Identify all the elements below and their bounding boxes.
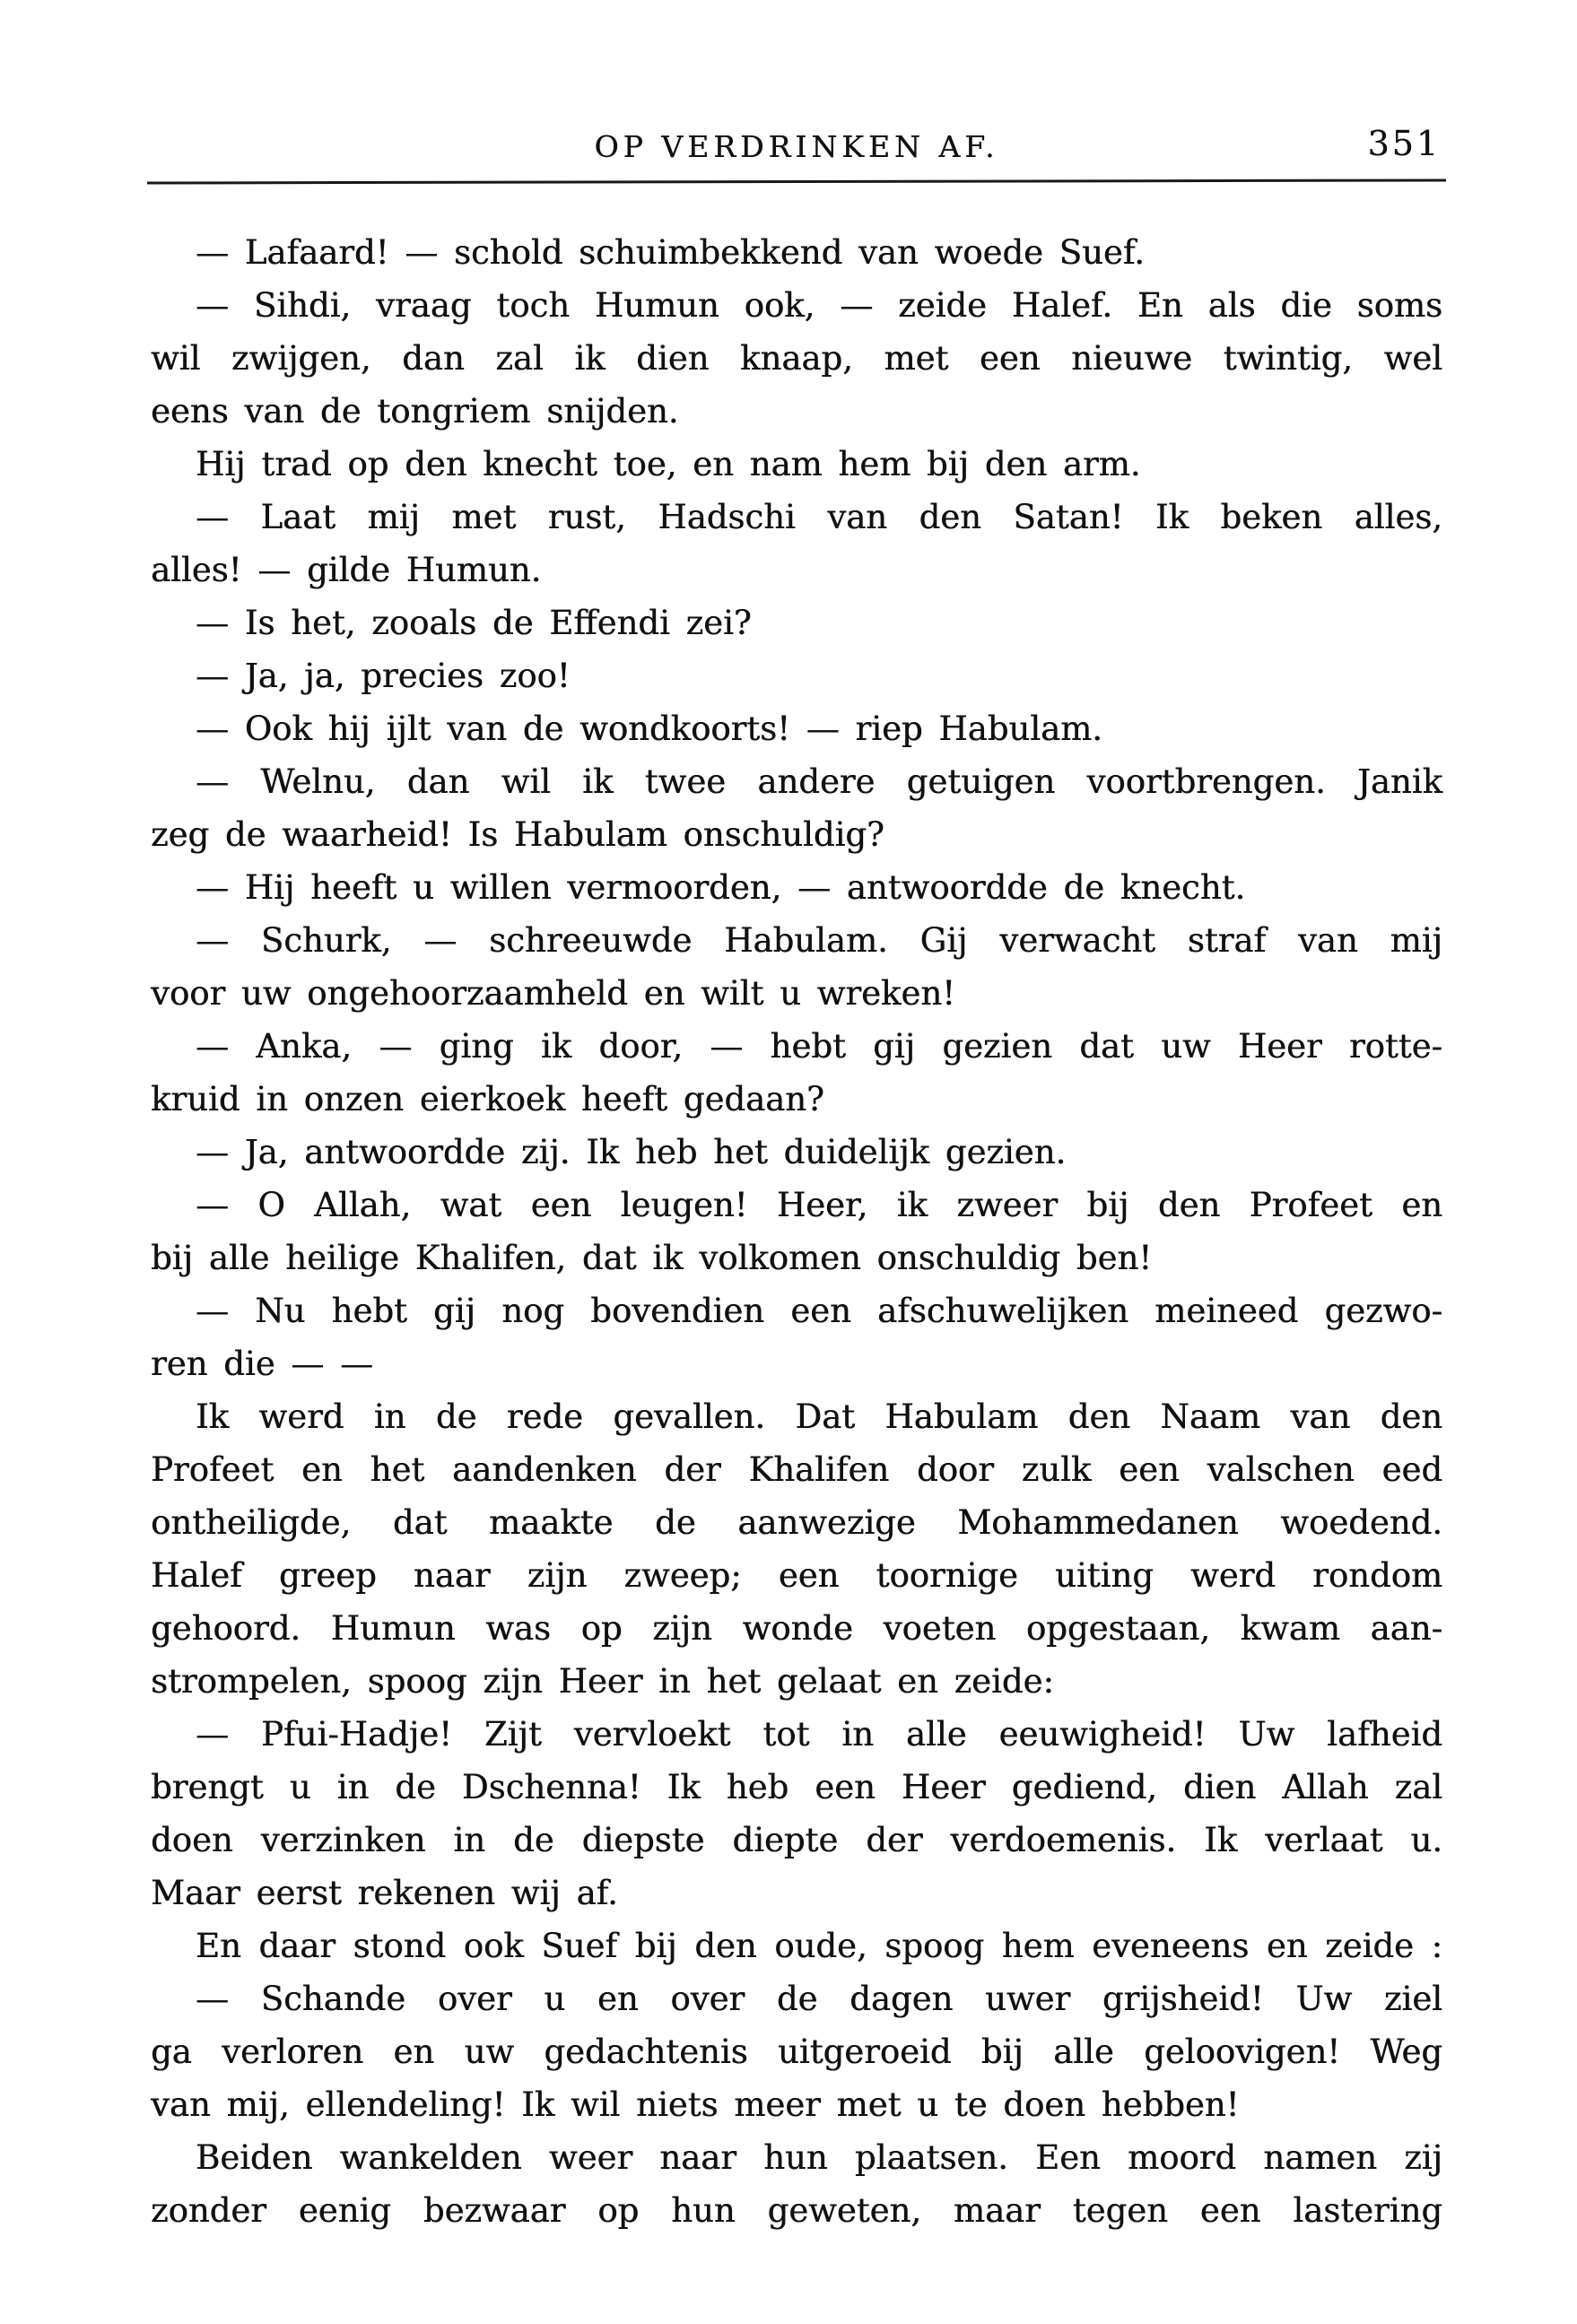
text-line: — Sihdi, vraag toch Humun ook, — zeide Halef. En als die soms: [196, 286, 1442, 325]
text-line: wil zwijgen, dan zal ik dien knaap, met een nieuwe twintig, wel: [151, 339, 1442, 378]
text-line: — Anka, — ging ik door, — hebt gij gezien dat uw Heer rotte-: [196, 1027, 1442, 1066]
text-line: kruid in onzen eierkoek heeft gedaan?: [151, 1080, 824, 1118]
text-line: voor uw ongehoorzaamheld en wilt u wreken!: [151, 974, 955, 1013]
text-line: — Welnu, dan wil ik twee andere getuigen voortbrengen. Janik: [196, 762, 1442, 801]
page-number: 351: [1367, 124, 1441, 163]
text-line: — Ja, ja, precies zoo!: [196, 657, 571, 695]
text-line: eens van de tongriem snijden.: [151, 392, 679, 431]
page-header: [151, 124, 1442, 170]
running-title: OP VERDRINKEN AF.: [594, 129, 999, 164]
text-line: bij alle heilige Khalifen, dat ik volkomen onschuldig ben!: [151, 1239, 1153, 1277]
text-line: — Hij heeft u willen vermoorden, — antwoordde de knecht.: [196, 868, 1246, 907]
text-line: brengt u in de Dschenna! Ik heb een Heer gediend, dien Allah zal: [151, 1768, 1442, 1806]
text-line: ga verloren en uw gedachtenis uitgeroeid bij alle geloovigen! Weg: [151, 2032, 1442, 2071]
body-text-block: [151, 226, 1442, 2237]
text-line: zeg de waarheid! Is Habulam onschuldig?: [151, 815, 884, 854]
text-line: strompelen, spoog zijn Heer in het gelaat en zeide:: [151, 1662, 1054, 1701]
text-line: — Laat mij met rust, Hadschi van den Satan! Ik beken alles,: [196, 498, 1442, 536]
text-line: — Ja, antwoordde zij. Ik heb het duidelijk gezien.: [196, 1133, 1067, 1171]
text-line: — O Allah, wat een leugen! Heer, ik zweer bij den Profeet en: [196, 1186, 1442, 1224]
text-line: ren die — —: [151, 1345, 374, 1383]
text-line: — Ook hij ijlt van de wondkoorts! — riep Habulam.: [196, 709, 1102, 748]
text-line: gehoord. Humun was op zijn wonde voeten opgestaan, kwam aan-: [151, 1609, 1442, 1648]
text-line: — Is het, zooals de Effendi zei?: [196, 604, 752, 642]
text-line: — Lafaard! — schold schuimbekkend van woede Suef.: [196, 233, 1145, 272]
text-line: Maar eerst rekenen wij af.: [151, 1874, 618, 1912]
text-line: Profeet en het aandenken der Khalifen door zulk een valschen eed: [151, 1450, 1442, 1489]
text-line: zonder eenig bezwaar op hun geweten, maar tegen een lastering: [151, 2191, 1442, 2230]
text-line: van mij, ellendeling! Ik wil niets meer met u te doen hebben!: [151, 2085, 1240, 2124]
text-line: Beiden wankelden weer naar hun plaatsen. Een moord namen zij: [196, 2138, 1442, 2177]
text-line: — Schurk, — schreeuwde Habulam. Gij verwacht straf van mij: [196, 921, 1442, 960]
text-line: Halef greep naar zijn zweep; een toornige uiting werd rondom: [151, 1556, 1442, 1595]
text-line: Ik werd in de rede gevallen. Dat Habulam den Naam van den: [196, 1397, 1442, 1436]
text-line: doen verzinken in de diepste diepte der verdoemenis. Ik verlaat u.: [151, 1821, 1442, 1859]
text-line: ontheiligde, dat maakte de aanwezige Mohammedanen woedend.: [151, 1503, 1442, 1542]
header-rule-divider: [147, 178, 1446, 184]
text-line: — Schande over u en over de dagen uwer grijsheid! Uw ziel: [196, 1980, 1442, 2018]
text-line: — Pfui-Hadje! Zijt vervloekt tot in alle eeuwigheid! Uw lafheid: [196, 1715, 1442, 1754]
text-line: — Nu hebt gij nog bovendien een afschuwelijken meineed gezwo-: [196, 1292, 1442, 1330]
text-line: alles! — gilde Humun.: [151, 551, 542, 589]
text-line: En daar stond ook Suef bij den oude, spoog hem eveneens en zeide :: [196, 1927, 1442, 1965]
text-line: Hij trad op den knecht toe, en nam hem bij den arm.: [196, 445, 1141, 483]
